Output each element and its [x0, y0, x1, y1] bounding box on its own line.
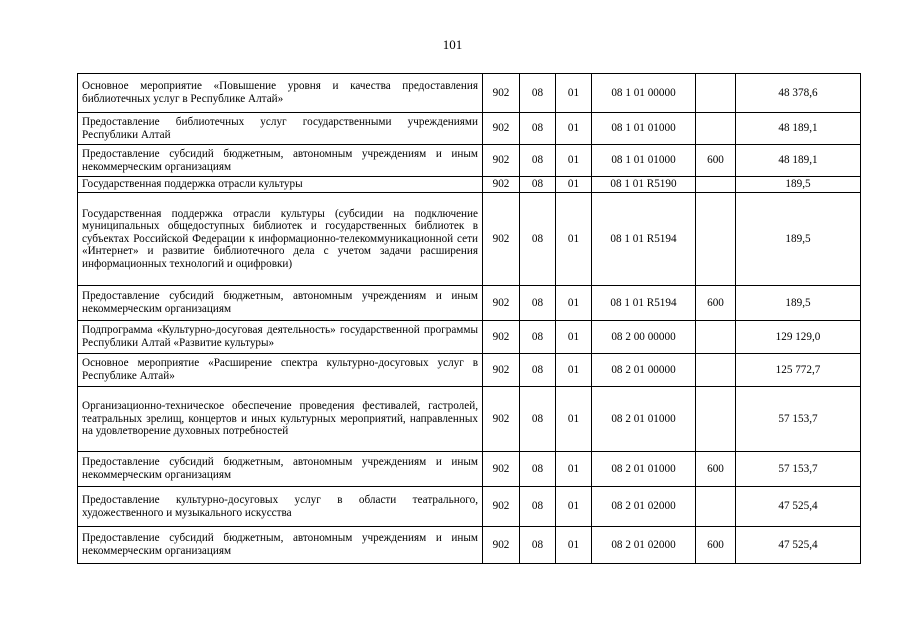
description-cell: Предоставление субсидий бюджетным, автономным учреждениям и иным некоммерческим организациям	[78, 452, 483, 487]
description-cell: Основное мероприятие «Расширение спектра культурно-досуговых услуг в Республике Алтай»	[78, 354, 483, 387]
target-article-cell: 08 1 01 R5194	[592, 193, 696, 286]
expense-type-cell: 600	[696, 286, 736, 321]
expense-type-cell: 600	[696, 145, 736, 177]
expense-type-cell	[696, 321, 736, 354]
target-article-cell: 08 2 01 01000	[592, 452, 696, 487]
amount-cell: 48 189,1	[736, 145, 861, 177]
subsection-code-cell: 01	[556, 113, 592, 145]
table-body	[78, 74, 861, 564]
ministry-code-cell: 902	[483, 487, 520, 527]
description-cell: Предоставление библиотечных услуг государственными учреждениями Республики Алтай	[78, 113, 483, 145]
ministry-code-cell: 902	[483, 74, 520, 113]
subsection-code-cell: 01	[556, 177, 592, 193]
table-row	[78, 74, 861, 113]
amount-cell: 189,5	[736, 177, 861, 193]
ministry-code-cell: 902	[483, 193, 520, 286]
target-article-cell: 08 1 01 01000	[592, 113, 696, 145]
target-article-cell: 08 1 01 01000	[592, 145, 696, 177]
budget-table	[77, 73, 861, 564]
amount-cell: 189,5	[736, 286, 861, 321]
amount-cell: 125 772,7	[736, 354, 861, 387]
table-row	[78, 387, 861, 452]
expense-type-cell	[696, 387, 736, 452]
table-row	[78, 145, 861, 177]
section-code-cell: 08	[520, 321, 556, 354]
amount-cell: 129 129,0	[736, 321, 861, 354]
page-number: 101	[442, 37, 463, 52]
amount-cell: 57 153,7	[736, 452, 861, 487]
target-article-cell: 08 2 01 02000	[592, 487, 696, 527]
table-row	[78, 193, 861, 286]
target-article-cell: 08 2 01 02000	[592, 527, 696, 564]
target-article-cell: 08 1 01 R5190	[592, 177, 696, 193]
amount-cell: 47 525,4	[736, 527, 861, 564]
subsection-code-cell: 01	[556, 527, 592, 564]
table-row	[78, 452, 861, 487]
section-code-cell: 08	[520, 527, 556, 564]
section-code-cell: 08	[520, 387, 556, 452]
subsection-code-cell: 01	[556, 354, 592, 387]
description-cell: Государственная поддержка отрасли культуры (субсидии на подключение муниципальных общедоступных библиотек и государственных библиотек в субъектах Российской Федерации к информационно-телекоммуникационной сети «Интернет» и развитие библиотечного дела с учетом задачи расширения информационных технологий и оцифровки)	[78, 193, 483, 286]
expense-type-cell	[696, 177, 736, 193]
table-row	[78, 487, 861, 527]
ministry-code-cell: 902	[483, 452, 520, 487]
expense-type-cell	[696, 74, 736, 113]
ministry-code-cell: 902	[483, 145, 520, 177]
table-row	[78, 354, 861, 387]
expense-type-cell: 600	[696, 527, 736, 564]
subsection-code-cell: 01	[556, 145, 592, 177]
ministry-code-cell: 902	[483, 321, 520, 354]
amount-cell: 47 525,4	[736, 487, 861, 527]
subsection-code-cell: 01	[556, 193, 592, 286]
target-article-cell: 08 1 01 00000	[592, 74, 696, 113]
target-article-cell: 08 2 01 00000	[592, 354, 696, 387]
expense-type-cell	[696, 487, 736, 527]
amount-cell: 48 378,6	[736, 74, 861, 113]
target-article-cell: 08 2 00 00000	[592, 321, 696, 354]
subsection-code-cell: 01	[556, 286, 592, 321]
expense-type-cell	[696, 113, 736, 145]
ministry-code-cell: 902	[483, 286, 520, 321]
target-article-cell: 08 1 01 R5194	[592, 286, 696, 321]
expense-type-cell: 600	[696, 452, 736, 487]
section-code-cell: 08	[520, 145, 556, 177]
ministry-code-cell: 902	[483, 387, 520, 452]
description-cell: Организационно-техническое обеспечение проведения фестивалей, гастролей, театральных зрелищ, концертов и иных культурных мероприятий, направленных на удовлетворение духовных потребностей	[78, 387, 483, 452]
section-code-cell: 08	[520, 113, 556, 145]
subsection-code-cell: 01	[556, 452, 592, 487]
section-code-cell: 08	[520, 452, 556, 487]
ministry-code-cell: 902	[483, 177, 520, 193]
table-row	[78, 527, 861, 564]
ministry-code-cell: 902	[483, 527, 520, 564]
table-row	[78, 321, 861, 354]
description-cell: Предоставление культурно-досуговых услуг в области театрального, художественного и музыкального искусства	[78, 487, 483, 527]
description-cell: Предоставление субсидий бюджетным, автономным учреждениям и иным некоммерческим организациям	[78, 286, 483, 321]
subsection-code-cell: 01	[556, 387, 592, 452]
section-code-cell: 08	[520, 193, 556, 286]
expense-type-cell	[696, 354, 736, 387]
subsection-code-cell: 01	[556, 74, 592, 113]
subsection-code-cell: 01	[556, 487, 592, 527]
ministry-code-cell: 902	[483, 354, 520, 387]
section-code-cell: 08	[520, 354, 556, 387]
description-cell: Предоставление субсидий бюджетным, автономным учреждениям и иным некоммерческим организациям	[78, 527, 483, 564]
target-article-cell: 08 2 01 01000	[592, 387, 696, 452]
description-cell: Государственная поддержка отрасли культуры	[78, 177, 483, 193]
table-row	[78, 286, 861, 321]
section-code-cell: 08	[520, 74, 556, 113]
description-cell: Основное мероприятие «Повышение уровня и качества предоставления библиотечных услуг в Республике Алтай»	[78, 74, 483, 113]
amount-cell: 48 189,1	[736, 113, 861, 145]
amount-cell: 57 153,7	[736, 387, 861, 452]
expense-type-cell	[696, 193, 736, 286]
description-cell: Подпрограмма «Культурно-досуговая деятельность» государственной программы Республики Алтай «Развитие культуры»	[78, 321, 483, 354]
section-code-cell: 08	[520, 487, 556, 527]
ministry-code-cell: 902	[483, 113, 520, 145]
table-row	[78, 113, 861, 145]
amount-cell: 189,5	[736, 193, 861, 286]
section-code-cell: 08	[520, 286, 556, 321]
section-code-cell: 08	[520, 177, 556, 193]
subsection-code-cell: 01	[556, 321, 592, 354]
table-row	[78, 177, 861, 193]
description-cell: Предоставление субсидий бюджетным, автономным учреждениям и иным некоммерческим организациям	[78, 145, 483, 177]
